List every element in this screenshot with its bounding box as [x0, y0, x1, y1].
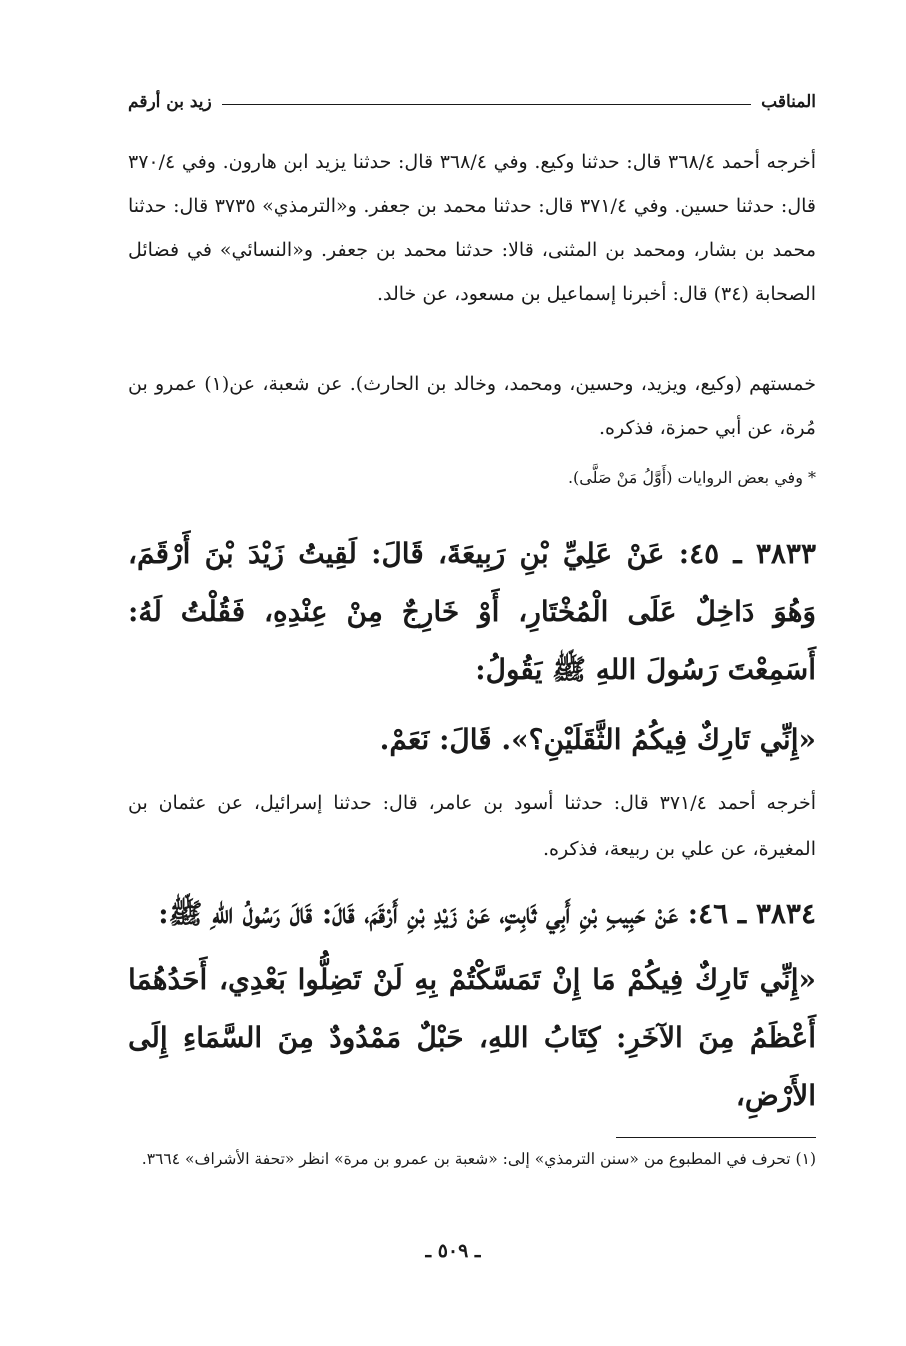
- header-section: زيد بن أرقم: [128, 92, 212, 112]
- source-text-1: أخرجه أحمد ٣٦٨/٤ قال: حدثنا وكيع. وفي ٣٦٨/٤ قال: حدثنا يزيد ابن هارون. وفي ٣٧٠/٤ قال: حدثنا حسين. وفي ٣٧١/٤ قال: حدثنا محمد بن جعفر. و«الترمذي» ٣٧٣٥ قال: حدثنا محمد بن بشار، ومحمد بن المثنى، قالا: حدثنا محمد بن جعفر. و«النسائي» في فضائل الصحابة (٣٤) قال: أخبرنا إسماعيل بن مسعود، عن خالد.: [128, 151, 817, 305]
- takhrij-paragraph-2: [128, 362, 816, 450]
- page-number: ـ ٥٠٩ ـ: [425, 1240, 481, 1262]
- header-chapter: المناقب: [761, 92, 816, 112]
- takhrij-paragraph-3: أخرجه أحمد ٣٧١/٤ قال: حدثنا أسود بن عامر، قال: حدثنا إسرائيل، عن عثمان بن المغيرة، عن علي بن ربيعة، فذكره.: [128, 792, 816, 860]
- hadith-3834-intro: ٣٨٣٤ ـ ٤٦: عَنْ حَبِيبِ بْنِ أَبِي ثَابِتٍ، عَنْ زَيْدِ بْنِ أَرْقَمَ، قَالَ: قَالَ رَسُولُ اللهِ ﷺ:: [158, 897, 816, 930]
- source-text-2: خمستهم (وكيع، ويزيد، وحسين، ومحمد، وخالد بن الحارث). عن شعبة، عن(١) عمرو بن مُرة، عن أبي حمزة، فذكره.: [128, 373, 816, 439]
- footnote-rule: [616, 1137, 816, 1138]
- hadith-3833: [128, 525, 816, 769]
- takhrij-paragraph-1: [128, 140, 816, 316]
- hadith-3833-quote: «إِنِّي تَارِكٌ فِيكُمُ الثَّقَلَيْنِ؟». قَالَ: نَعَمْ.: [379, 723, 816, 756]
- running-header: [128, 82, 816, 112]
- hadith-3834: [128, 885, 816, 1125]
- header-rule: [222, 104, 751, 105]
- variant-note: * وفي بعض الروايات (أَوَّلُ مَنْ صَلَّى).: [567, 468, 816, 487]
- hadith-3834-quote: «إِنِّي تَارِكٌ فِيكُمْ مَا إِنْ تَمَسَّكْتُمْ بِهِ لَنْ تَضِلُّوا بَعْدِي، أَحَدُهُمَا أَعْظَمُ مِنَ الآخَرِ: كِتَابُ اللهِ، حَبْلٌ مَمْدُودٌ مِنَ السَّمَاءِ إِلَى الأَرْضِ،: [128, 963, 816, 1112]
- footnote: (١) تحرف في المطبوع من «سنن الترمذي» إلى: «شعبة بن عمرو بن مرة» انظر «تحفة الأشراف» ٣٦٦٤.: [141, 1150, 816, 1168]
- hadith-3833-intro: ٣٨٣٣ ـ ٤٥: عَنْ عَلِيِّ بْنِ رَبِيعَةَ، قَالَ: لَقِيتُ زَيْدَ بْنَ أَرْقَمَ، وَهُوَ دَاخِلٌ عَلَى الْمُخْتَارِ، أَوْ خَارِجٌ مِنْ عِنْدِهِ، فَقُلْتُ لَهُ: أَسَمِعْتَ رَسُولَ اللهِ ﷺ يَقُولُ:: [128, 537, 816, 686]
